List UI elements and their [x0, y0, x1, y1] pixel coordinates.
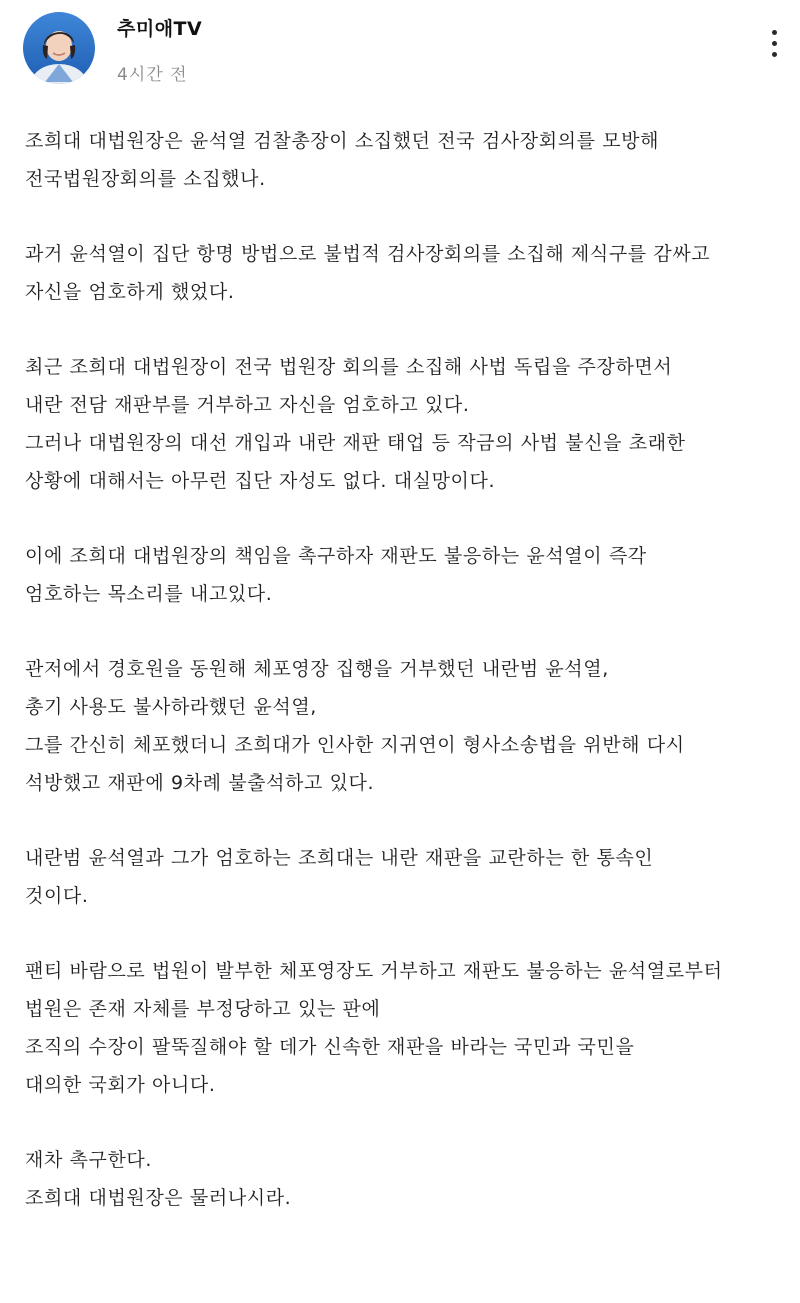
- text-line: 엄호하는 목소리를 내고있다.: [25, 583, 273, 605]
- text-line: 석방했고 재판에 9차례 불출석하고 있다.: [25, 772, 375, 794]
- paragraph: [25, 348, 795, 500]
- text-line: 재차 촉구한다.: [25, 1149, 153, 1171]
- channel-name[interactable]: 추미애TV: [117, 18, 203, 40]
- post-timestamp: 4시간 전: [117, 65, 188, 85]
- text-line: 전국법원장회의를 소집했나.: [25, 168, 266, 190]
- text-line: 그를 간신히 체포했더니 조희대가 인사한 지귀연이 형사소송법을 위반해 다시: [25, 734, 685, 756]
- post-body: [25, 122, 795, 1254]
- paragraph: [25, 839, 795, 915]
- avatar[interactable]: [23, 12, 95, 84]
- text-line: 과거 윤석열이 집단 항명 방법으로 불법적 검사장회의를 소집해 제식구를 감싸고: [25, 243, 711, 265]
- text-line: 팬티 바람으로 법원이 발부한 체포영장도 거부하고 재판도 불응하는 윤석열로부터: [25, 960, 723, 982]
- text-line: 최근 조희대 대법원장이 전국 법원장 회의를 소집해 사법 독립을 주장하면서: [25, 356, 673, 378]
- post-header: [0, 0, 800, 100]
- paragraph: [25, 235, 795, 311]
- text-line: 것이다.: [25, 885, 89, 907]
- paragraph: [25, 122, 795, 198]
- text-line: 상황에 대해서는 아무런 집단 자성도 없다. 대실망이다.: [25, 470, 496, 492]
- text-line: 조희대 대법원장은 윤석열 검찰총장이 소집했던 전국 검사장회의를 모방해: [25, 130, 660, 152]
- text-line: 이에 조희대 대법원장의 책임을 촉구하자 재판도 불응하는 윤석열이 즉각: [25, 545, 647, 567]
- text-line: 내란범 윤석열과 그가 엄호하는 조희대는 내란 재판을 교란하는 한 통속인: [25, 847, 654, 869]
- text-line: 조직의 수장이 팔뚝질해야 할 데가 신속한 재판을 바라는 국민과 국민을: [25, 1036, 635, 1058]
- text-line: 그러나 대법원장의 대선 개입과 내란 재판 태업 등 작금의 사법 불신을 초래한: [25, 432, 686, 454]
- paragraph: [25, 952, 795, 1104]
- text-line: 조희대 대법원장은 물러나시라.: [25, 1187, 292, 1209]
- text-line: 관저에서 경호원을 동원해 체포영장 집행을 거부했던 내란범 윤석열,: [25, 658, 609, 680]
- more-vertical-icon[interactable]: [764, 30, 784, 66]
- paragraph: [25, 1141, 795, 1217]
- text-line: 내란 전담 재판부를 거부하고 자신을 엄호하고 있다.: [25, 394, 470, 416]
- text-line: 총기 사용도 불사하라했던 윤석열,: [25, 696, 317, 718]
- paragraph: [25, 537, 795, 613]
- text-line: 자신을 엄호하게 했었다.: [25, 281, 235, 303]
- text-line: 법원은 존재 자체를 부정당하고 있는 판에: [25, 998, 381, 1020]
- paragraph: [25, 650, 795, 802]
- text-line: 대의한 국회가 아니다.: [25, 1074, 216, 1096]
